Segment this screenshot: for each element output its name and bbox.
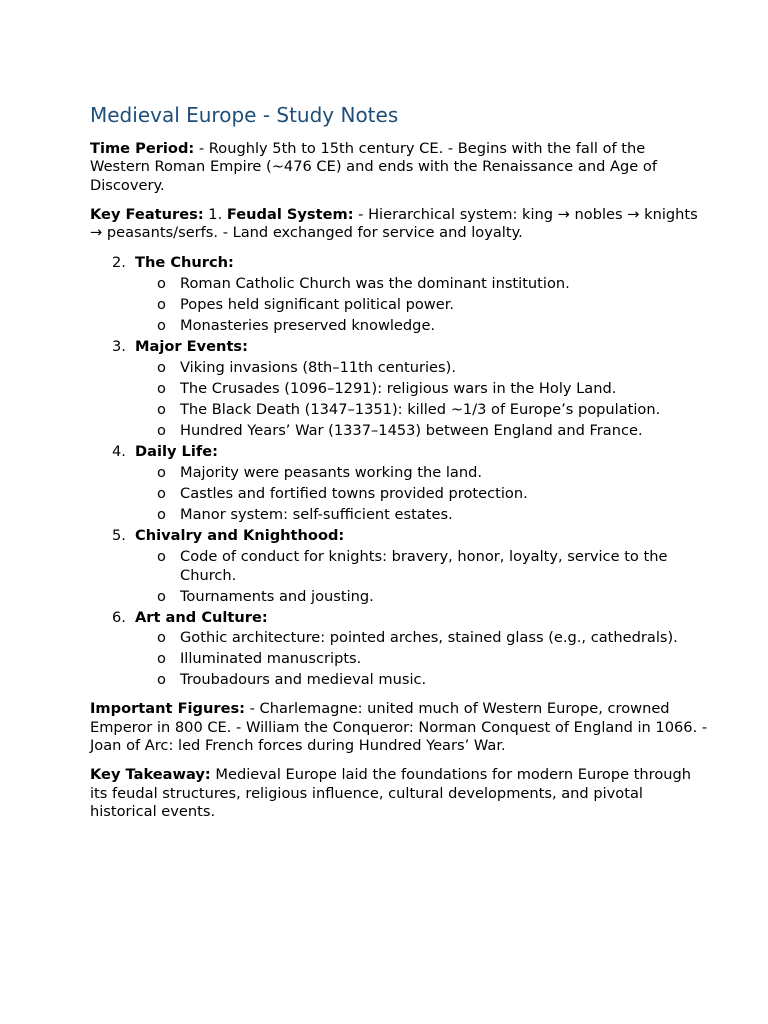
bullet-item bbox=[135, 421, 708, 440]
section-number: 2. bbox=[112, 254, 126, 272]
bullet-text: Hundred Years’ War (1337–1453) between England and France. bbox=[180, 422, 643, 440]
bullet-item bbox=[135, 484, 708, 503]
bullet-text: The Black Death (1347–1351): killed ~1/3 of Europe’s population. bbox=[180, 401, 661, 419]
section-item bbox=[90, 608, 708, 690]
bullet-text: Popes held significant political power. bbox=[180, 296, 455, 314]
bullet-text: Manor system: self-sufficient estates. bbox=[180, 505, 453, 523]
bullet-text: Castles and fortified towns provided protection. bbox=[180, 484, 528, 502]
page-title: Medieval Europe - Study Notes bbox=[90, 103, 399, 127]
bullet-marker: o bbox=[157, 380, 166, 398]
bullet-text: Tournaments and jousting. bbox=[180, 587, 374, 605]
feudal-system-label: Feudal System: bbox=[226, 205, 354, 223]
bullet-text: The Crusades (1096–1291): religious wars in the Holy Land. bbox=[180, 380, 617, 398]
bullet-item bbox=[135, 295, 708, 314]
section-heading: The Church: bbox=[135, 254, 234, 272]
bullet-marker: o bbox=[157, 296, 166, 314]
bullet-text: Gothic architecture: pointed arches, stained glass (e.g., cathedrals). bbox=[180, 629, 678, 647]
bullet-marker: o bbox=[157, 463, 166, 481]
important-figures-paragraph bbox=[90, 700, 708, 755]
bullet-marker: o bbox=[157, 401, 166, 419]
key-takeaway-text: Medieval Europe laid the foundations for modern Europe through its feudal structures, religious influence, cultural developments, and pivotal historical events. bbox=[90, 766, 692, 820]
section-heading: Major Events: bbox=[135, 338, 248, 356]
bullet-text: Illuminated manuscripts. bbox=[180, 650, 362, 668]
bullet-text: Monasteries preserved knowledge. bbox=[180, 317, 436, 335]
bullet-text: Majority were peasants working the land. bbox=[180, 463, 482, 481]
bullet-item bbox=[135, 400, 708, 419]
bullet-item bbox=[135, 628, 708, 647]
section-number: 6. bbox=[112, 608, 126, 626]
bullet-marker: o bbox=[157, 671, 166, 689]
key-features-list bbox=[90, 253, 708, 689]
bullet-marker: o bbox=[157, 275, 166, 293]
section-bullet-list bbox=[135, 547, 708, 606]
bullet-marker: o bbox=[157, 650, 166, 668]
bullet-item bbox=[135, 274, 708, 293]
bullet-text: Viking invasions (8th–11th centuries). bbox=[180, 359, 456, 377]
bullet-marker: o bbox=[157, 422, 166, 440]
bullet-marker: o bbox=[157, 587, 166, 605]
bullet-item bbox=[135, 358, 708, 377]
feudal-system-text: - Hierarchical system: king → nobles → knights → peasants/serfs. - Land exchanged for service and loyalty. bbox=[90, 205, 698, 242]
bullet-item bbox=[135, 587, 708, 606]
bullet-text: Troubadours and medieval music. bbox=[180, 671, 427, 689]
section-item bbox=[90, 253, 708, 335]
bullet-text: Roman Catholic Church was the dominant institution. bbox=[180, 275, 570, 293]
bullet-text: Code of conduct for knights: bravery, honor, loyalty, service to the Church. bbox=[180, 547, 668, 584]
bullet-item bbox=[135, 463, 708, 482]
bullet-marker: o bbox=[157, 359, 166, 377]
key-takeaway-paragraph bbox=[90, 766, 708, 821]
section-number: 5. bbox=[112, 526, 126, 544]
section-heading: Chivalry and Knighthood: bbox=[135, 526, 345, 544]
bullet-marker: o bbox=[157, 547, 166, 565]
key-features-label: Key Features: bbox=[90, 205, 204, 223]
bullet-marker: o bbox=[157, 484, 166, 502]
key-features-number: 1. bbox=[203, 205, 227, 223]
section-bullet-list bbox=[135, 628, 708, 689]
section-bullet-list bbox=[135, 463, 708, 524]
section-heading: Art and Culture: bbox=[135, 608, 268, 626]
section-heading: Daily Life: bbox=[135, 443, 218, 461]
section-bullet-list bbox=[135, 274, 708, 335]
section-bullet-list bbox=[135, 358, 708, 440]
section-item bbox=[90, 526, 708, 606]
important-figures-label: Important Figures: bbox=[90, 700, 246, 718]
time-period-label: Time Period: bbox=[90, 140, 195, 157]
important-figures-text: - Charlemagne: united much of Western Europe, crowned Emperor in 800 CE. - William the Conqueror: Norman Conquest of England in 1066. - Joan of Arc: led French forces during Hundred Years’ War. bbox=[90, 700, 708, 755]
key-features-paragraph bbox=[90, 206, 708, 243]
bullet-item bbox=[135, 316, 708, 335]
bullet-item bbox=[135, 379, 708, 398]
section-item bbox=[90, 442, 708, 524]
bullet-marker: o bbox=[157, 629, 166, 647]
section-item bbox=[90, 337, 708, 440]
bullet-item bbox=[135, 547, 708, 585]
section-number: 3. bbox=[112, 338, 126, 356]
time-period-text: - Roughly 5th to 15th century CE. - Begins with the fall of the Western Roman Empire (~476 CE) and ends with the Renaissance and Age of Discovery. bbox=[90, 140, 657, 194]
time-period-paragraph bbox=[90, 140, 708, 195]
bullet-item bbox=[135, 505, 708, 524]
bullet-marker: o bbox=[157, 317, 166, 335]
bullet-item bbox=[135, 649, 708, 668]
section-number: 4. bbox=[112, 443, 126, 461]
bullet-marker: o bbox=[157, 505, 166, 523]
key-takeaway-label: Key Takeaway: bbox=[90, 766, 211, 784]
bullet-item bbox=[135, 670, 708, 689]
